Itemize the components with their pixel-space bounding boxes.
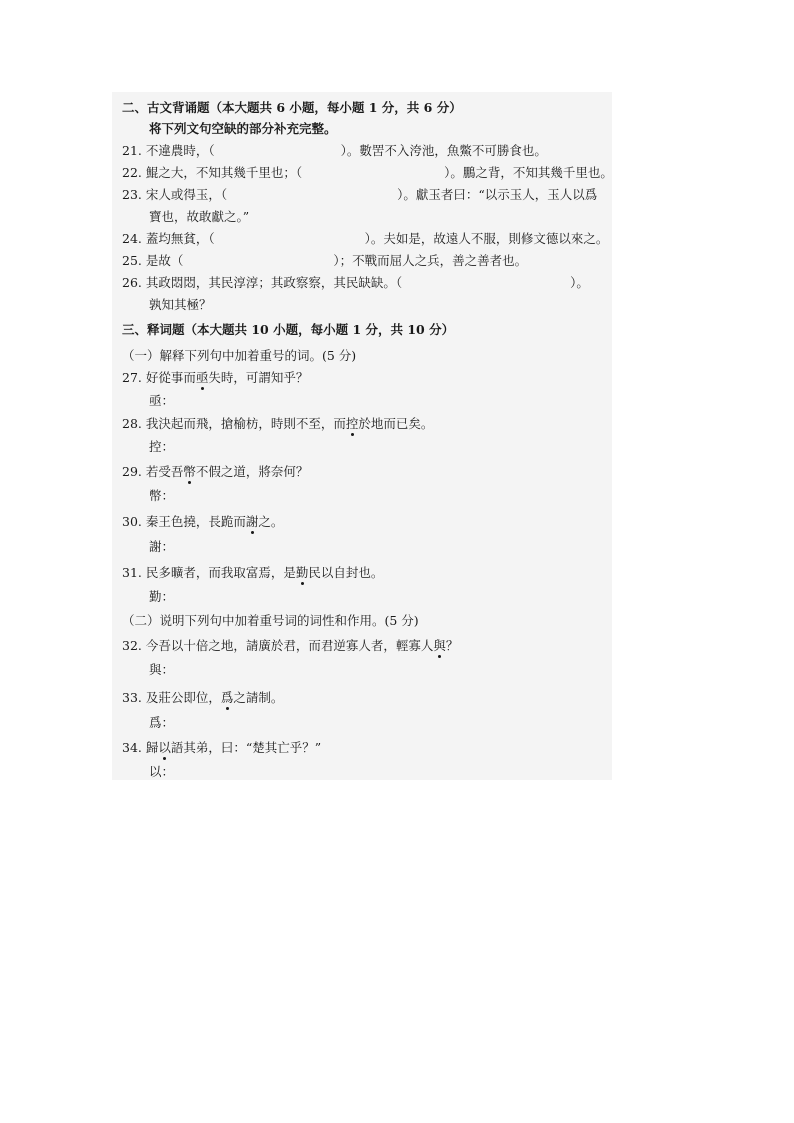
question-23 [122, 187, 597, 203]
question-number: 24. [122, 231, 142, 246]
question-text: 蓋均無貧，（ [145, 231, 215, 246]
question-text: 民以自封也。 [308, 565, 384, 580]
emphasized-word: 爲 [220, 690, 234, 705]
answer-label-30[interactable]: 謝： [149, 539, 175, 554]
question-text: 今吾以十倍之地，請廣於君，而君逆寡人者，輕寡人 [145, 638, 434, 653]
question-30 [122, 514, 283, 530]
section3-title: 三、释词题（本大题共 10 小题，每小题 1 分，共 10 分） [122, 322, 455, 337]
section2-title: 二、古文背诵题（本大题共 6 小题，每小题 1 分，共 6 分） [122, 100, 462, 115]
question-text: 於地而已矣。 [358, 416, 434, 431]
emphasized-word: 控 [345, 416, 359, 431]
question-number: 32. [122, 638, 142, 653]
answer-label-32[interactable]: 與： [149, 662, 175, 677]
question-text: 其政悶悶，其民淳淳；其政察察，其民缺缺。（ [145, 275, 403, 290]
question-number: 34. [122, 740, 142, 755]
question-number: 31. [122, 565, 142, 580]
question-number: 27. [122, 370, 142, 385]
question-text: ）。獻玉者曰：“以示玉人，玉人以爲 [397, 187, 598, 202]
question-text: 我決起而飛，搶榆枋，時則不至，而 [145, 416, 346, 431]
question-text: 歸 [145, 740, 159, 755]
question-text: ）；不戰而屈人之兵，善之善者也。 [333, 253, 528, 268]
question-26-continued: 孰知其極？ [149, 297, 212, 312]
question-25 [122, 253, 527, 269]
question-number: 25. [122, 253, 142, 268]
question-23-continued: 寶也，故敢獻之。” [149, 209, 250, 224]
question-number: 21. [122, 143, 142, 158]
question-21 [122, 143, 547, 159]
question-text: ？ [445, 638, 459, 653]
question-number: 26. [122, 275, 142, 290]
question-text: 鯤之大，不知其幾千里也；（ [145, 165, 303, 180]
question-31 [122, 565, 383, 581]
answer-label-31[interactable]: 勤： [149, 589, 175, 604]
question-32 [122, 638, 458, 654]
question-34 [122, 740, 321, 756]
question-text: ）。 [570, 275, 589, 290]
question-text: ）。鵬之背，不知其幾千里也。 [444, 165, 613, 180]
question-text: 是故（ [145, 253, 184, 268]
question-29 [122, 464, 308, 480]
answer-label-34[interactable]: 以： [149, 764, 175, 779]
emphasized-word: 亟 [195, 370, 209, 385]
question-26 [122, 275, 589, 291]
question-33 [122, 690, 283, 706]
question-text: 不假之道，將奈何？ [195, 464, 309, 479]
question-text: 民多曠者，而我取富焉，是 [145, 565, 296, 580]
question-text: ）。夫如是，故遠人不服，則修文德以來之。 [364, 231, 609, 246]
question-22 [122, 165, 613, 181]
emphasized-word: 與 [433, 638, 446, 653]
question-number: 23. [122, 187, 142, 202]
question-text: 若受吾 [145, 464, 184, 479]
question-28 [122, 416, 433, 432]
question-text: 不違農時，（ [145, 143, 215, 158]
section3-part2: （二）说明下列句中加着重号词的词性和作用。(5 分) [122, 613, 419, 628]
section3-part1: （一）解释下列句中加着重号的词。(5 分) [122, 348, 357, 363]
emphasized-word: 勤 [295, 565, 309, 580]
section2-instruction: 将下列文句空缺的部分补充完整。 [149, 121, 337, 136]
answer-label-27[interactable]: 亟： [149, 393, 175, 408]
question-number: 33. [122, 690, 142, 705]
emphasized-word: 以 [158, 740, 171, 755]
question-text: 及莊公即位， [145, 690, 221, 705]
question-number: 22. [122, 165, 142, 180]
question-text: 之。 [258, 514, 284, 529]
question-27 [122, 370, 308, 386]
question-text: 好從事而 [145, 370, 196, 385]
question-text: 語其弟，曰：“楚其亡乎？” [170, 740, 322, 755]
answer-label-33[interactable]: 爲： [149, 715, 175, 730]
question-text: 之請制。 [233, 690, 284, 705]
answer-label-28[interactable]: 控： [149, 439, 175, 454]
question-number: 29. [122, 464, 142, 479]
question-text: 宋人或得玉，（ [145, 187, 228, 202]
question-number: 30. [122, 514, 142, 529]
answer-label-29[interactable]: 幣： [149, 488, 175, 503]
question-24 [122, 231, 608, 247]
question-number: 28. [122, 416, 142, 431]
question-text: 秦王色撓，長跪而 [145, 514, 246, 529]
emphasized-word: 幣 [183, 464, 196, 479]
question-text: 失時，可謂知乎？ [208, 370, 309, 385]
question-text: ）。數罟不入洿池，魚鱉不可勝食也。 [340, 143, 547, 158]
emphasized-word: 謝 [245, 514, 259, 529]
